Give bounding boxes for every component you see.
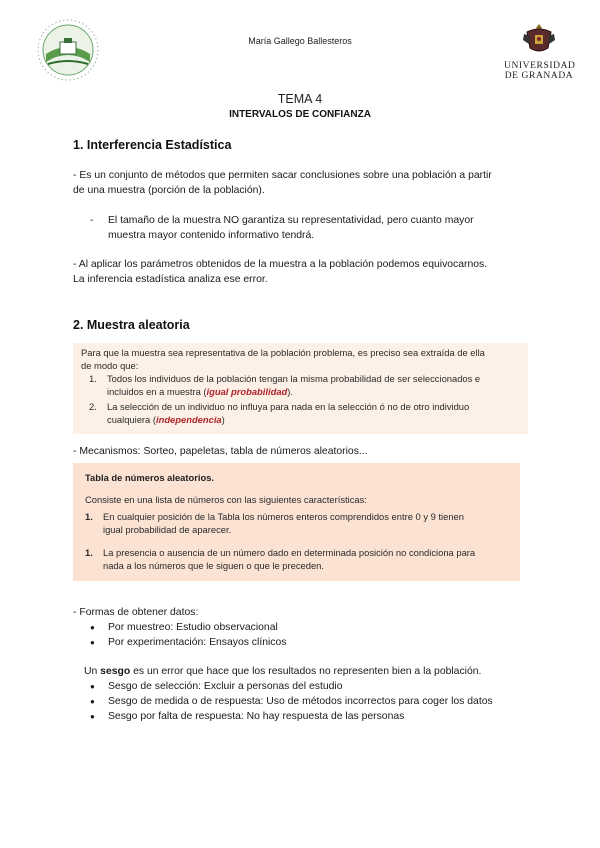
list-item bbox=[90, 694, 550, 709]
bullet-icon: ● bbox=[90, 623, 95, 632]
school-logo bbox=[36, 18, 100, 82]
formas-heading: - Formas de obtener datos: bbox=[73, 607, 199, 618]
text-span: ). bbox=[287, 386, 293, 397]
dash-marker: - bbox=[90, 215, 94, 226]
formas-list bbox=[90, 620, 510, 650]
list-item-text: Por muestreo: Estudio observacional bbox=[108, 622, 278, 633]
text-span: incluidos en a muestra ( bbox=[107, 386, 207, 397]
text-line: En cualquier posición de la Tabla los números enteros comprendidos entre 0 y 9 tienen bbox=[103, 511, 464, 522]
item-number: 1. bbox=[89, 373, 97, 384]
section1-paragraph1 bbox=[73, 168, 533, 198]
text-span: Un bbox=[84, 666, 101, 677]
bullet-icon: ● bbox=[90, 638, 95, 647]
text-line: Todos los individuos de la población tengan la misma probabilidad de ser seleccionados e bbox=[107, 373, 481, 384]
numbered-item bbox=[85, 510, 515, 536]
numbered-item bbox=[89, 372, 525, 398]
text-line: muestra mayor contenido informativo tendrá. bbox=[108, 230, 315, 241]
text-line: La inferencia estadística analiza ese error. bbox=[73, 274, 268, 285]
list-item-text: Por experimentación: Ensayos clínicos bbox=[108, 637, 287, 648]
list-item-text: Sesgo de selección: Excluir a personas del estudio bbox=[108, 681, 343, 692]
text-line: La presencia o ausencia de un número dado en determinada posición no condiciona para bbox=[103, 547, 476, 558]
box-intro-line: Para que la muestra sea representativa de la población problema, es preciso sea extraída de ella bbox=[81, 347, 485, 358]
box-title: Tabla de números aleatorios. bbox=[85, 472, 215, 483]
list-item-text: Sesgo por falta de respuesta: No hay respuesta de las personas bbox=[108, 711, 405, 722]
sesgo-term: sesgo bbox=[100, 666, 131, 677]
sesgo-definition bbox=[84, 664, 544, 679]
author-name: María Gallego Ballesteros bbox=[248, 36, 352, 46]
school-seal-icon bbox=[36, 18, 100, 82]
tema-subtitle: INTERVALOS DE CONFIANZA bbox=[229, 109, 371, 120]
numbered-item bbox=[89, 400, 525, 426]
text-span: ) bbox=[221, 414, 225, 425]
text-line: - Al aplicar los parámetros obtenidos de la muestra a la población podemos equivocarnos. bbox=[73, 259, 488, 270]
bullet-icon: ● bbox=[90, 712, 95, 721]
text-line: igual probabilidad de aparecer. bbox=[103, 524, 232, 535]
section1-heading: 1. Interferencia Estadística bbox=[73, 138, 232, 152]
item-number: 2. bbox=[89, 401, 97, 412]
text-line bbox=[107, 413, 469, 426]
box-intro: Consiste en una lista de números con las siguientes características: bbox=[85, 494, 367, 505]
list-item bbox=[90, 679, 550, 694]
text-line: - Es un conjunto de métodos que permiten sacar conclusiones sobre una población a partir bbox=[73, 170, 492, 181]
university-crest-icon bbox=[521, 22, 557, 56]
list-item bbox=[90, 709, 550, 724]
sesgo-list bbox=[90, 679, 550, 724]
box-intro-line: de modo que: bbox=[81, 360, 139, 371]
university-name-line2: DE GRANADA bbox=[504, 71, 574, 81]
text-line: La selección de un individuo no influya para nada en la selección ó no de otro individuo bbox=[107, 401, 470, 412]
emphasis-text: independencia bbox=[156, 414, 222, 425]
item-number: 1. bbox=[85, 511, 93, 522]
definition-box bbox=[73, 343, 528, 434]
dash-list-item bbox=[90, 213, 520, 243]
list-item bbox=[90, 620, 510, 635]
random-table-box bbox=[73, 463, 520, 581]
text-line: El tamaño de la muestra NO garantiza su representatividad, pero cuanto mayor bbox=[108, 215, 474, 226]
text-span: cualquiera ( bbox=[107, 414, 156, 425]
emphasis-text: igual probabilidad bbox=[206, 386, 288, 397]
tema-title: TEMA 4 bbox=[277, 92, 323, 106]
university-logo bbox=[504, 22, 574, 88]
university-name-line1: UNIVERSIDAD bbox=[504, 61, 576, 71]
text-line bbox=[107, 385, 480, 398]
list-item bbox=[90, 635, 510, 650]
mecanismos-text: - Mecanismos: Sorteo, papeletas, tabla de números aleatorios... bbox=[73, 446, 368, 457]
list-item-text: Sesgo de medida o de respuesta: Uso de métodos incorrectos para coger los datos bbox=[108, 696, 493, 707]
bullet-icon: ● bbox=[90, 697, 95, 706]
bullet-icon: ● bbox=[90, 682, 95, 691]
numbered-item bbox=[85, 546, 515, 572]
text-line: de una muestra (porción de la población). bbox=[73, 185, 265, 196]
section2-heading: 2. Muestra aleatoria bbox=[73, 318, 190, 332]
text-span: es un error que hace que los resultados no representen bien a la población. bbox=[130, 666, 482, 677]
text-line: nada a los números que le siguen o que le preceden. bbox=[103, 560, 324, 571]
section1-paragraph2 bbox=[73, 257, 533, 287]
item-number: 1. bbox=[85, 547, 93, 558]
